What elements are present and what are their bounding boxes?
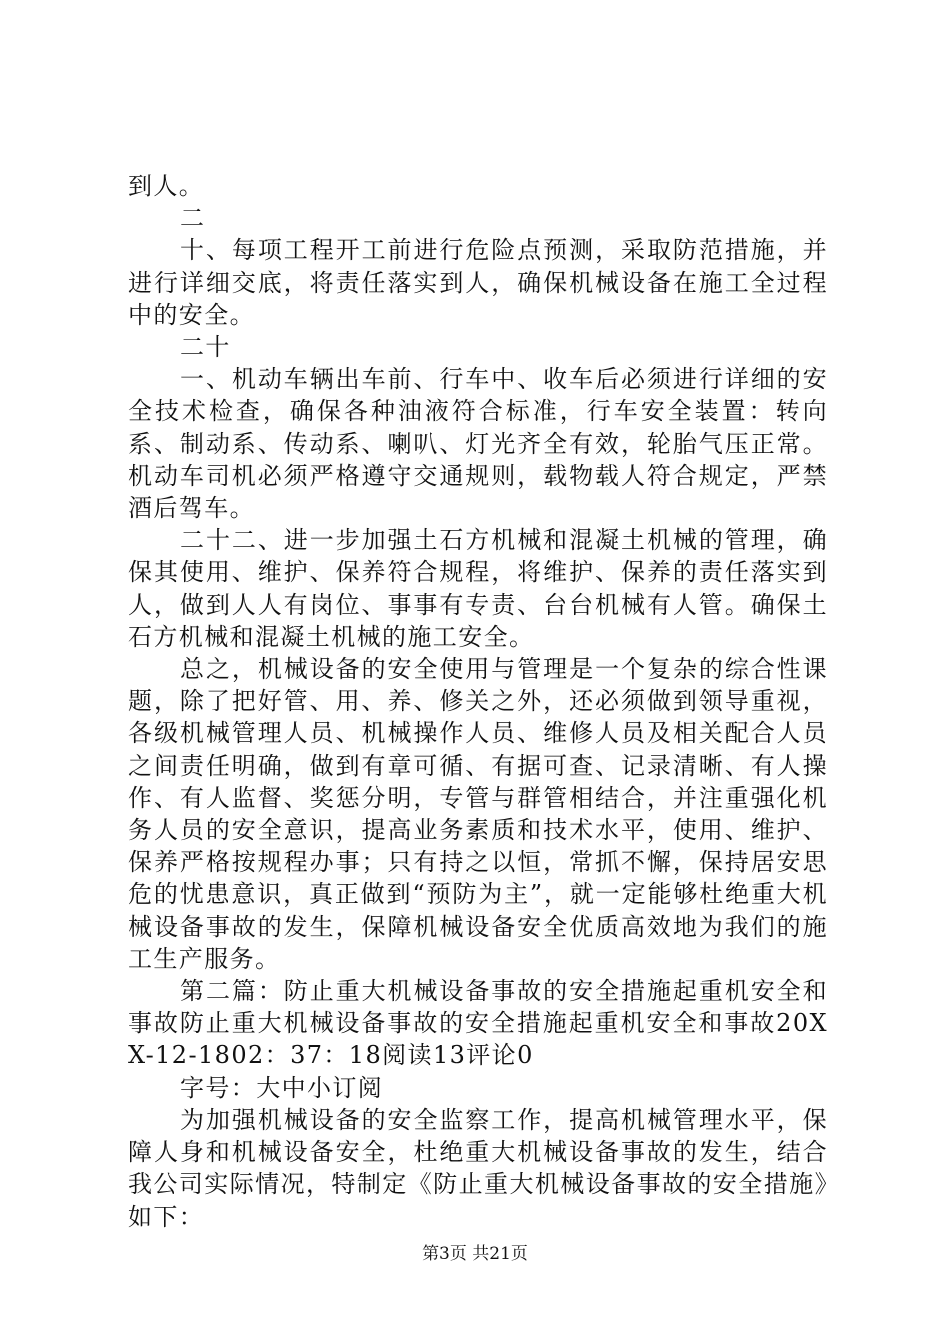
paragraph-number-fragment: 二 <box>180 204 206 233</box>
paragraph-summary: 总之，机械设备的安全使用与管理是一个复杂的综合性课题，除了把好管、用、养、修关之外，还必须做到领导重视，各级机械管理人员、机械操作人员、维修人员及相关配合人员之间责任明确，做到有章可循、有据可查、记录清晰、有人操作、有人监督、奖惩分明，专管与群管相结合，并注重强化机务人员的安全意识，提高业务素质和技术水平，使用、维护、保养严格按规程办事；只有持之以恒，常抓不懈，保持居安思危的忧患意识，真正做到“预防为主”，就一定能够杜绝重大机械设备事故的发生，保障机械设备安全优质高效地为我们的施工生产服务。 <box>128 655 828 973</box>
paragraph-number-fragment: 二十 <box>180 333 231 362</box>
paragraph-item-20: 十、每项工程开工前进行危险点预测，采取防范措施，并进行详细交底，将责任落实到人，确保机械设备在施工全过程中的安全。 <box>128 236 828 329</box>
paragraph-intro: 为加强机械设备的安全监察工作，提高机械管理水平，保障人身和机械设备安全，杜绝重大机械设备事故的发生，结合我公司实际情况，特制定《防止重大机械设备事故的安全措施》如下： <box>128 1105 828 1231</box>
document-body <box>128 170 828 1233</box>
page-number-footer: 第3页 共21页 <box>422 1244 528 1264</box>
paragraph-chapter-heading: 第二篇：防止重大机械设备事故的安全措施起重机安全和事故防止重大机械设备事故的安全措施起重机安全和事故20XX-12-1802：37：18阅读13评论0 <box>128 977 828 1070</box>
paragraph-font-size-line: 字号：大中小订阅 <box>180 1073 384 1102</box>
paragraph-continuation: 到人。 <box>128 172 205 200</box>
paragraph-item-21: 一、机动车辆出车前、行车中、收车后必须进行详细的安全技术检查，确保各种油液符合标准，行车安全装置：转向系、制动系、传动系、喇叭、灯光齐全有效，轮胎气压正常。机动车司机必须严格遵守交通规则，载物载人符合规定，严禁酒后驾车。 <box>128 365 828 523</box>
paragraph-item-22: 二十二、进一步加强土石方机械和混凝土机械的管理，确保其使用、维护、保养符合规程，将维护、保养的责任落实到人，做到人人有岗位、事事有专责、台台机械有人管。确保土石方机械和混凝土机械的施工安全。 <box>128 526 828 651</box>
